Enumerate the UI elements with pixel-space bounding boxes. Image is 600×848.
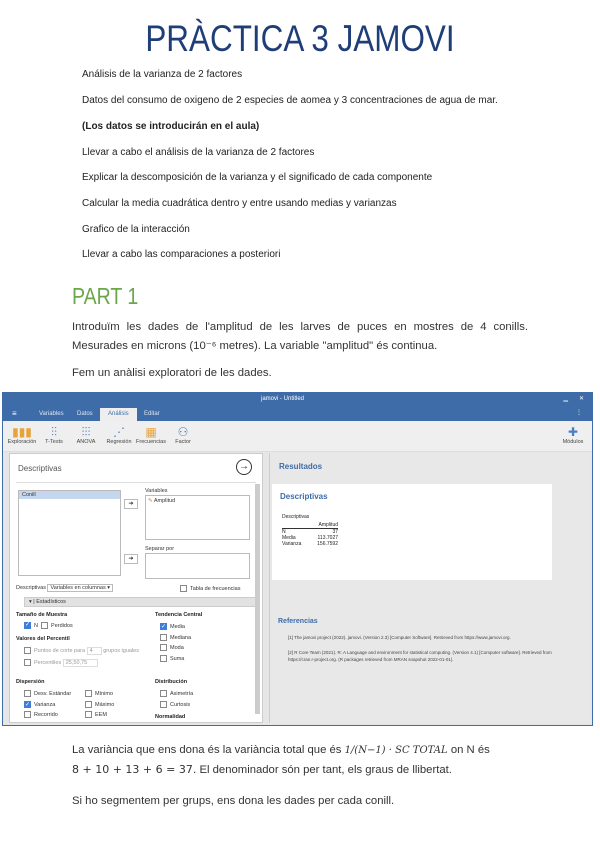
descriptivas-label: Descriptivas — [16, 585, 46, 591]
factor-button[interactable]: ⚇ Factor — [168, 425, 198, 445]
bar-chart-icon: ▮▮▮ — [12, 425, 32, 439]
percentiles-input[interactable]: 25,50,75 — [63, 659, 98, 667]
modulos-button[interactable]: ✚ Módulos — [558, 425, 588, 445]
anova-icon: ⫶⫶⫶ — [81, 425, 91, 439]
tab-variables[interactable]: Variables — [39, 411, 64, 417]
task-item: Calcular la media cuadrática dentro y entre usando medias y varianzas — [82, 198, 397, 209]
options-panel: Descriptivas → Conill ➔ Variables ✎ Amplitud ➔ Separar por Descriptivas Variables en columnas ▾ Tabla de frecuencias ▾ | Estadísticos Tamaño de Muestra ✓N Perdidos Valores del Percentil Puntos de corte para 4 grupos iguales Percentiles 25,50,75 Dispersión Desv. Estándar ✓Varianza Recorrido Mínimo Máximo EEM Tendencia Central ✓Media Mediana Moda Suma Distribución Asimetría Curtosis Normalidad — [9, 453, 263, 723]
freq-table-label: Tabla de frecuencias — [190, 585, 241, 592]
split-label: Separar por — [145, 546, 175, 552]
title-bar — [3, 393, 592, 407]
cut-points-input[interactable]: 4 — [87, 647, 102, 655]
variables-label: Variables — [145, 488, 168, 494]
jamovi-window — [2, 392, 593, 726]
regresion-button[interactable]: ⋰ Regresión — [104, 425, 134, 445]
percentiles-checkbox[interactable] — [24, 659, 31, 666]
descriptives-result: Descriptivas Descriptivas Amplitud N 37 Media 113.7027 Varianza 156.7592 — [272, 484, 552, 580]
tab-datos[interactable]: Datos — [77, 411, 93, 417]
distribution-title: Distribución — [155, 679, 188, 685]
task-item: Llevar a cabo el análisis de la varianza de 2 factores — [82, 147, 315, 158]
anova-button[interactable]: ⫶⫶⫶ ANOVA — [71, 425, 101, 445]
variable-amplitud[interactable]: Amplitud — [153, 498, 176, 504]
frecuencias-button[interactable]: ▦ Frecuencias — [136, 425, 166, 445]
options-icon[interactable]: ⋮ — [576, 410, 582, 416]
descriptivas-select[interactable]: Variables en columnas ▾ — [47, 584, 113, 592]
variable-list[interactable] — [18, 490, 121, 576]
move-to-variables-button[interactable]: ➔ — [124, 499, 138, 509]
grid-icon: ▦ — [145, 425, 157, 439]
exploracion-button[interactable]: ▮▮▮ Exploración — [7, 425, 37, 445]
dispersion-title: Dispersión — [16, 679, 45, 685]
perdidos-checkbox[interactable] — [41, 622, 48, 629]
task-item: (Los datos se introducirán en el aula) — [82, 121, 260, 132]
varianza-checkbox[interactable] — [24, 701, 31, 708]
references-title: Referencias — [278, 618, 318, 625]
run-arrow-icon[interactable]: → — [236, 459, 252, 475]
move-to-split-button[interactable]: ➔ — [124, 554, 138, 564]
freq-table-checkbox[interactable] — [180, 585, 187, 592]
split-by-box[interactable] — [145, 553, 250, 579]
task-item: Explicar la descomposición de la varianza y el significado de cada componente — [82, 172, 433, 183]
n-checkbox[interactable] — [24, 622, 31, 629]
hamburger-icon[interactable]: ≡ — [12, 409, 17, 418]
task-item: Datos del consumo de oxigeno de 2 especies de aomea y 3 concentraciones de agua de mar. — [82, 95, 498, 106]
tab-analisis[interactable]: Análisis — [100, 408, 137, 421]
variables-box[interactable]: ✎ Amplitud — [145, 495, 250, 540]
media-checkbox[interactable] — [160, 623, 167, 630]
sample-size-title: Tamaño de Muestra — [16, 612, 68, 618]
central-tendency-title: Tendencia Central — [155, 612, 203, 618]
formula: 1/(N−1) · SC TOTAL — [344, 745, 448, 756]
task-item: Grafico de la interacción — [82, 224, 190, 235]
analysis-ribbon — [3, 421, 592, 452]
ttests-button[interactable]: ⫶⫶ T-Tests — [39, 425, 69, 445]
variance-paragraph: La variància que ens dona és la variància total que és 1/(N−1) · SC TOTAL on N és 8 + 10 + 13 + 6 = 37. El denominador són per tant, els graus de llibertat. — [72, 744, 490, 776]
intro-paragraph-2: Fem un anàlisi exploratori de les dades. — [72, 367, 272, 379]
plus-icon: ✚ — [567, 425, 579, 439]
ttest-icon: ⫶⫶ — [50, 425, 57, 439]
tab-editar[interactable]: Editar — [144, 411, 160, 417]
minimize-icon[interactable]: ▁ — [563, 396, 568, 402]
factor-icon: ⚇ — [177, 425, 189, 439]
results-panel — [269, 453, 591, 723]
task-item: Análisis de la varianza de 2 factores — [82, 69, 243, 80]
window-title: jamovi - Untitled — [261, 396, 305, 402]
reference-item: [2] R Core Team (2021). R: A Language and environment for statistical computing. (Version 4.1) [Computer software]. Retrieved from https://cran.r-project.org. (R packages retrieved from MRAN snapshot 2022-01-01). — [288, 650, 552, 662]
close-icon[interactable]: ✕ — [578, 396, 584, 402]
page-title: PRÀCTICA 3 JAMOVI — [145, 18, 455, 59]
cut-points-checkbox[interactable] — [24, 647, 31, 654]
percentile-title: Valores del Percentil — [16, 636, 70, 642]
panel-title: Descriptivas — [18, 464, 62, 473]
menu-tabs — [3, 407, 592, 421]
descriptives-table: Amplitud N 37 Media 113.7027 Varianza 156.7592 — [282, 522, 338, 547]
groups-paragraph: Si ho segmentem per grups, ens dona les dades per cada conill. — [72, 795, 395, 807]
intro-paragraph: Introduïm les dades de l'amplitud de les larves de puces en mostres de 4 conills. Mesurades en microns (10⁻⁶ metres). La variable "amplitud" és continua. — [72, 321, 528, 352]
normality-title: Normalidad — [155, 714, 186, 720]
scrollbar[interactable] — [255, 484, 260, 714]
reference-item: [1] The jamovi project (2022). jamovi. (Version 2.3) [Computer Software]. Retrieved from https://www.jamovi.org. — [288, 635, 511, 640]
section-heading: PART 1 — [72, 283, 139, 309]
regression-icon: ⋰ — [113, 425, 125, 439]
estadisticos-header[interactable]: ▾ | Estadísticos — [24, 597, 256, 607]
results-title: Resultados — [279, 462, 323, 471]
variable-conill[interactable]: Conill — [19, 491, 120, 499]
task-item: Llevar a cabo las comparaciones a posteriori — [82, 249, 281, 260]
